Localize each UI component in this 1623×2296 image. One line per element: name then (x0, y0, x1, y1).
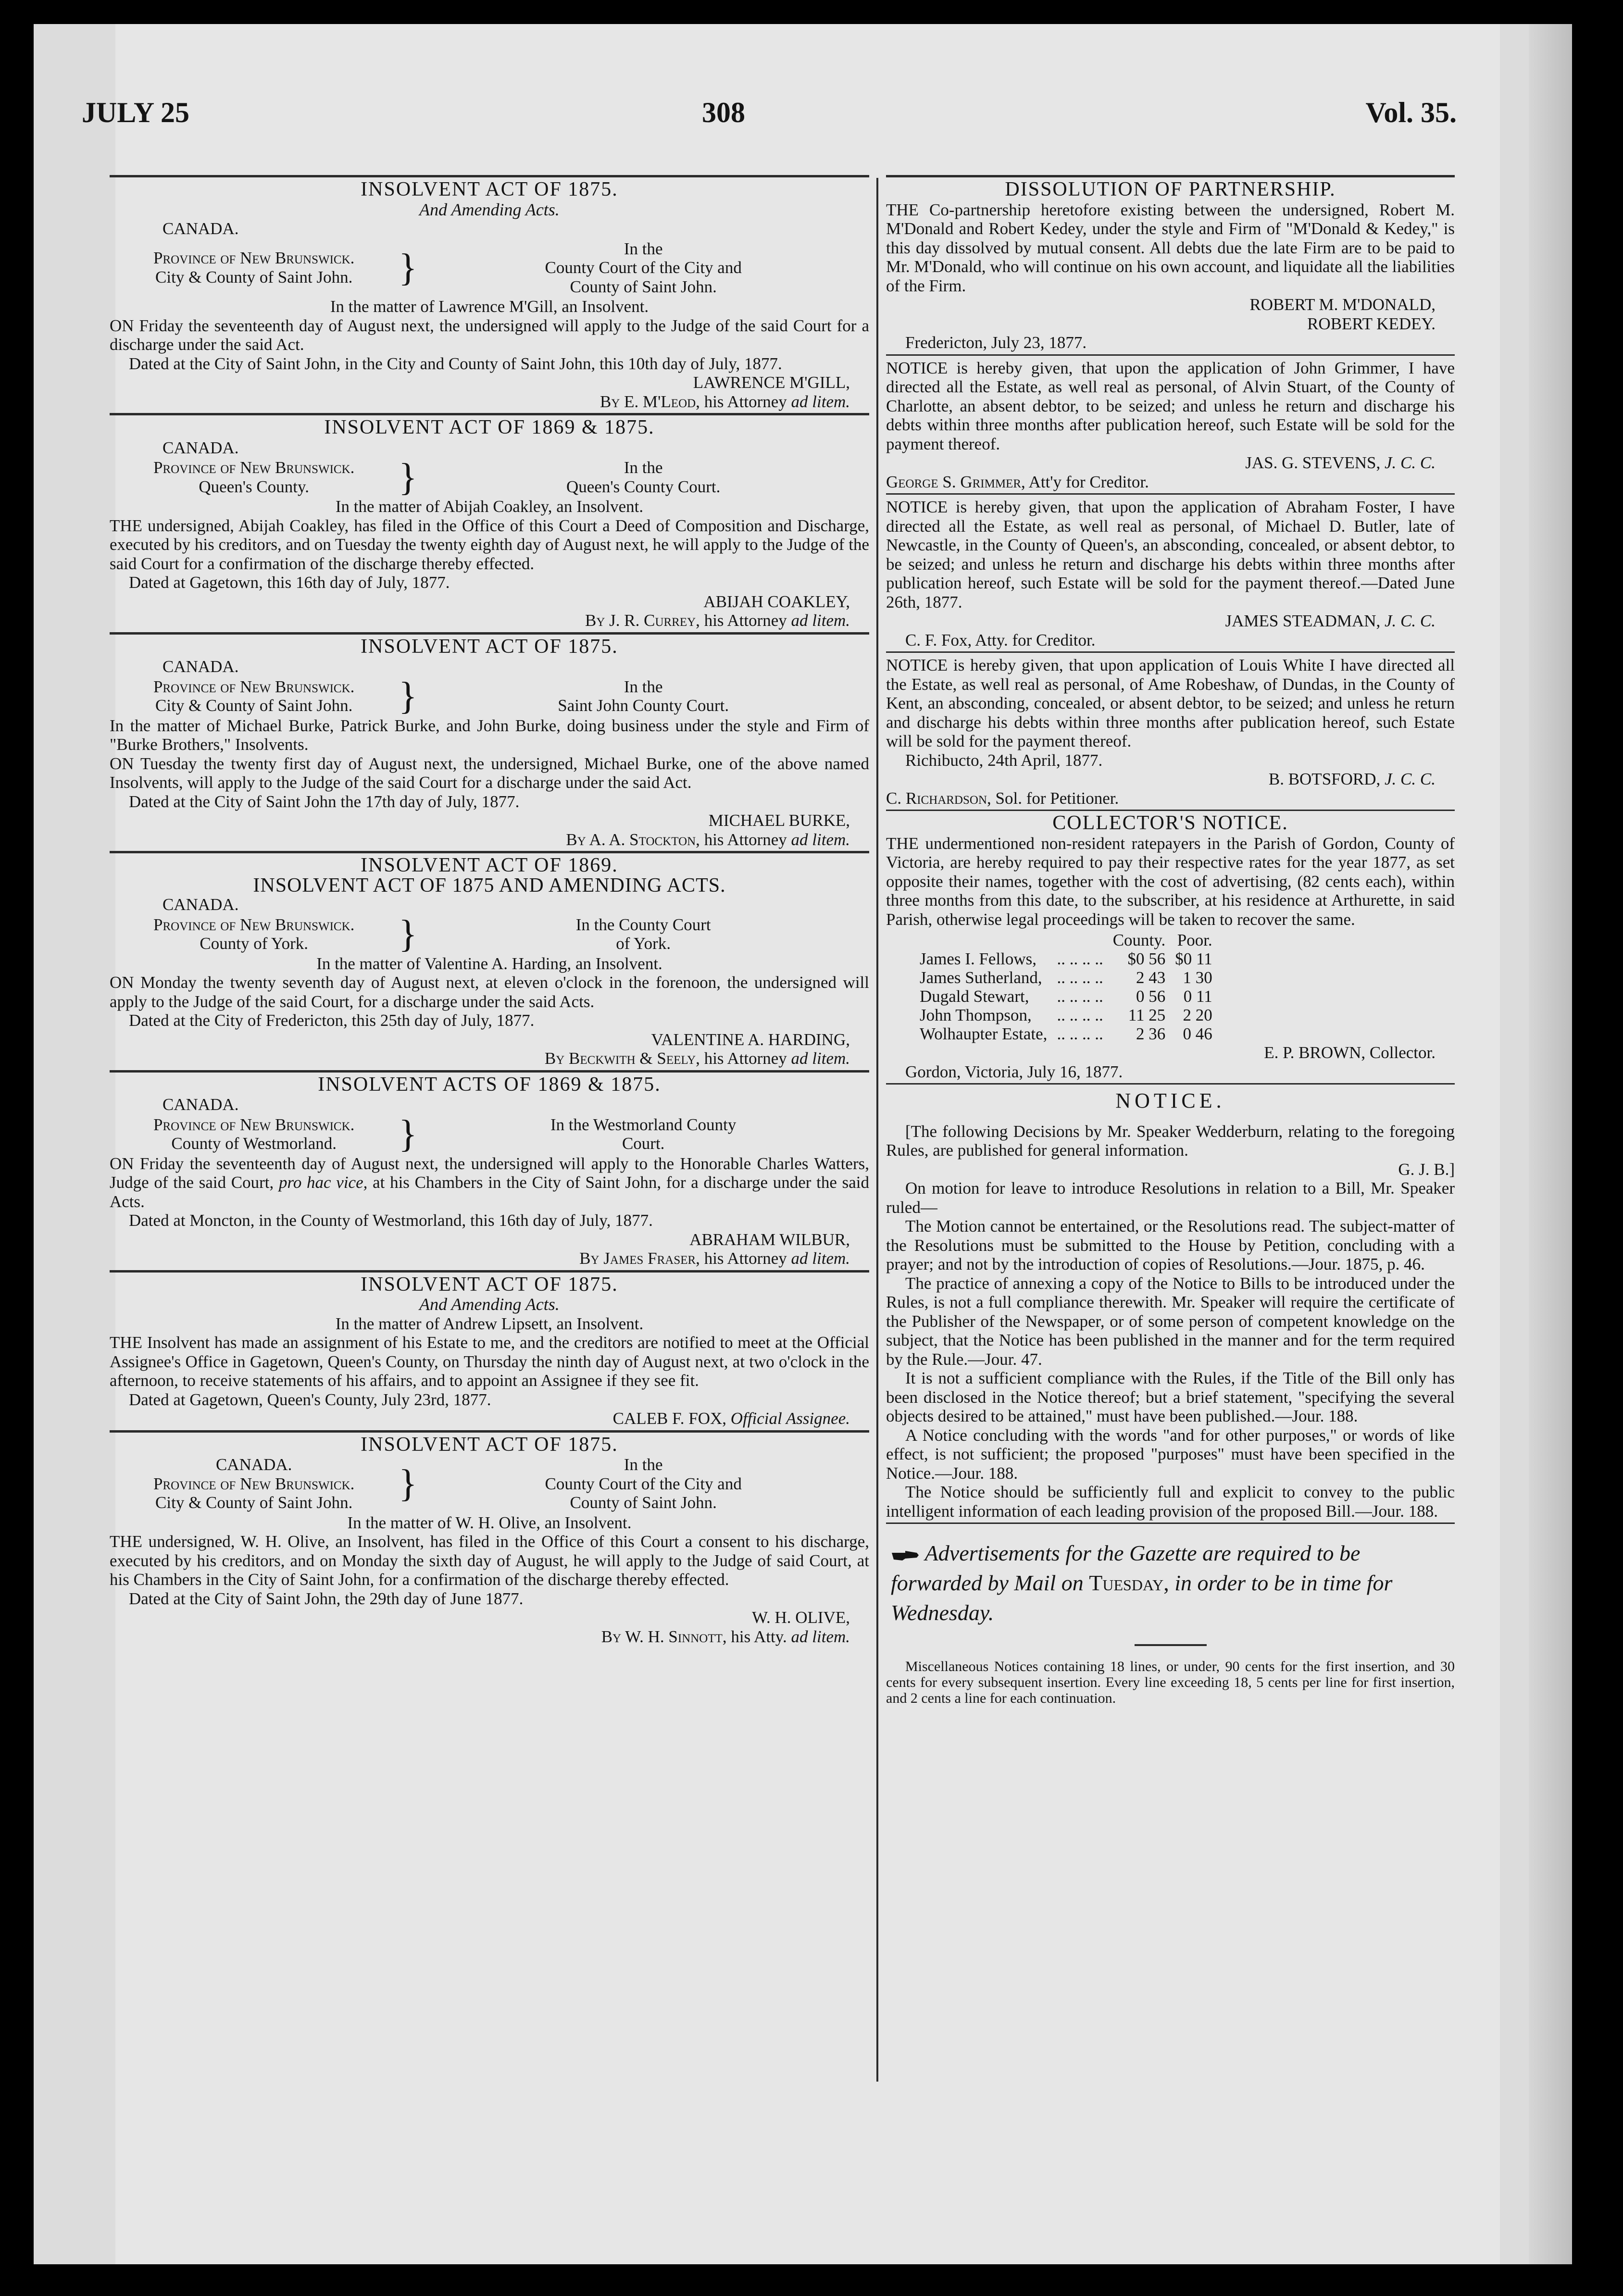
signer-title: J. C. C. (1385, 611, 1436, 630)
rates-notice: Miscellaneous Notices containing 18 lines, or under, 90 cents for the first insertion, and 30 cents for every subsequent insertion. Every line exceeding 18, 5 cents per line for first insertion, and 2 cents a line for each continuation. (886, 1659, 1455, 1706)
attorney-role: his Atty. (731, 1627, 787, 1646)
brace-icon: } (399, 1113, 417, 1155)
notice-olive (110, 1430, 869, 1647)
notice-body: THE undersigned, Abijah Coakley, has filed in the Office of this Court a Deed of Composition and Discharge, executed by his creditors, and on Tuesday the twenty eighth day of August next, he will apply to the Judge of the said Court for a confirmation of the discharge thereby effected. (110, 516, 869, 573)
brace-icon: } (399, 246, 417, 289)
brace-icon: } (399, 1462, 417, 1505)
notice-title: INSOLVENT ACT OF 1869 & 1875. (324, 416, 655, 438)
notice-body: THE Insolvent has made an assignment of his Estate to me, and the creditors are notified to meet at the Official Assignee's Office in Gagetown, Queen's County, on Thursday the ninth day of August next, at two o'clock in the afternoon, to receive statements of his affairs, and to appoint an Assignee if they see fit. (110, 1333, 869, 1390)
signer-title: J. C. C. (1385, 453, 1436, 472)
leader-dots: .. .. .. .. (1057, 968, 1103, 987)
caption-county: City & County of Saint John. (155, 696, 353, 715)
ad-litem: ad litem. (791, 1627, 850, 1646)
notice-title: INSOLVENT ACT OF 1875. (361, 1433, 618, 1456)
body-text: ON Friday the seventeenth day of August next, the undersigned will apply to the Honorable Charles Watters, Judge of the said Court, (110, 1154, 869, 1192)
caption-court-2: County Court of the City and (545, 258, 742, 277)
notice-intro: [The following Decisions by Mr. Speaker Wedderburn, relating to the foregoing Rules, are published for general information. (886, 1122, 1455, 1160)
divider (886, 810, 1455, 811)
page-number: 308 (702, 97, 745, 128)
divider (886, 1522, 1455, 1524)
jurisdiction: CANADA. (162, 895, 239, 914)
brace-icon: } (399, 675, 417, 717)
divider (110, 1070, 869, 1073)
table-row (915, 968, 1217, 987)
page-edge (1529, 24, 1572, 2264)
jurisdiction: CANADA. (162, 438, 239, 457)
divider (110, 175, 869, 177)
attorney-role: his Attorney (704, 1249, 787, 1268)
case-caption (110, 1115, 869, 1153)
ratepayer-name: James Sutherland, (920, 968, 1042, 987)
case-caption (110, 915, 869, 953)
notice-title: INSOLVENT ACT OF 1875. (361, 635, 618, 658)
brace-icon: } (399, 913, 417, 955)
body-latin: pro hac vice, (279, 1173, 368, 1192)
attorney-line (110, 1249, 869, 1268)
volume-number: Vol. 35. (1365, 97, 1457, 128)
divider (886, 175, 1455, 177)
jurisdiction: CANADA. (215, 1455, 292, 1474)
caption-court-1: In the (624, 239, 663, 258)
divider (110, 1270, 869, 1273)
column-divider (876, 178, 878, 2082)
signature: ABRAHAM WILBUR, (689, 1230, 850, 1249)
matter-line: In the matter of Michael Burke, Patrick Burke, and John Burke, doing business under the style and Firm of "Burke Brothers," Insolvents. (110, 716, 869, 754)
divider (886, 493, 1455, 495)
ratepayer-table (915, 931, 1217, 1043)
dated-line: Dated at the City of Saint John the 17th day of July, 1877. (129, 792, 520, 811)
dated-line: Dated at the City of Saint John, in the City and County of Saint John, this 10th day of July, 1877. (129, 354, 782, 373)
attorney-line (110, 1049, 869, 1068)
caption-court-3: County of Saint John. (570, 1493, 717, 1512)
county-rate: $0 56 (1127, 949, 1166, 968)
notice-body: ON Monday the twenty seventh day of August next, at eleven o'clock in the forenoon, the undersigned will apply to the Judge of the said Court, for a discharge under the said Acts. (110, 973, 869, 1011)
matter-line: In the matter of Lawrence M'Gill, an Insolvent. (330, 297, 649, 316)
notice-body: THE Co-partnership heretofore existing between the undersigned, Robert M. M'Donald and Robert Kedey, under the style and Firm of "M'Donald & Kedey," is this day dissolved by mutual consent. All debts due the late Firm are to be paid to Mr. M'Donald, who will continue on his own account, and liquidate all the liabilities of the Firm. (886, 200, 1455, 295)
county-rate: 0 56 (1136, 987, 1166, 1006)
divider (110, 1430, 869, 1433)
ad-litem: ad litem. (791, 1249, 850, 1268)
caption-court-1: In the Westmorland County (550, 1115, 737, 1134)
dated-line: Dated at Moncton, in the County of Westmorland, this 16th day of July, 1877. (129, 1211, 653, 1230)
matter-line: In the matter of W. H. Olive, an Insolvent. (347, 1513, 632, 1532)
signature: CALEB F. FOX, (612, 1409, 727, 1428)
attorney-role: his Attorney (704, 830, 787, 849)
signature: LAWRENCE M'GILL, (693, 373, 850, 392)
matter-line: In the matter of Abijah Coakley, an Insolvent. (335, 497, 644, 516)
advertisement-notice (891, 1538, 1455, 1628)
dated-line: Fredericton, July 23, 1877. (905, 333, 1087, 352)
attorney-name: By E. M'Leod, (599, 392, 700, 411)
case-caption (110, 239, 869, 297)
case-caption (110, 1455, 869, 1512)
attorney-line (110, 1627, 869, 1647)
leader-dots: .. .. .. .. (1057, 1024, 1103, 1043)
poor-rate: 0 11 (1183, 987, 1212, 1006)
divider (886, 354, 1455, 356)
caption-court-2: of York. (616, 934, 671, 953)
ad-litem: ad litem. (791, 611, 850, 630)
notice-body: THE undermentioned non-resident ratepayers in the Parish of Gordon, County of Victoria, are hereby required to pay their respective rates for the year 1877, as set opposite their names, together with the cost of advertising, (82 cents each), within three months from this date, to the subscriber, at his residence at Arthurette, in said Parish, otherwise legal proceedings will be taken to recover the same. (886, 834, 1455, 929)
notice-collector (886, 810, 1455, 1081)
signature-1: ROBERT M. M'DONALD, (1249, 295, 1436, 314)
notice-coakley (110, 413, 869, 630)
attorney-name: By Beckwith & Seely, (544, 1049, 700, 1068)
decision-paragraph: A Notice concluding with the words "and for other purposes," or words of like effect, is not sufficient; the proposed "purposes" must have been specified in the Notice.—Jour. 188. (886, 1425, 1455, 1483)
caption-court-2: Queen's County Court. (566, 477, 721, 496)
notice-foster (886, 493, 1455, 649)
solicitor-line (886, 789, 1455, 808)
notice-burke (110, 632, 869, 849)
dated-line: Dated at Gagetown, Queen's County, July 23rd, 1877. (129, 1390, 491, 1409)
attorney-role: his Attorney (704, 1049, 787, 1068)
notice-dissolution (886, 175, 1455, 352)
signature: VALENTINE A. HARDING, (651, 1030, 850, 1049)
decision-paragraph: The practice of annexing a copy of the Notice to Bills to be introduced under the Rules, is not a full compliance therewith. Mr. Speaker will require the certificate of the Publisher of the Newspaper, or of some person of competent knowledge on the subject, that the Notice has been published in the manner and for the term required by the Rule.—Jour. 47. (886, 1273, 1455, 1369)
dated-line: Dated at the City of Fredericton, this 25th day of July, 1877. (129, 1011, 535, 1030)
caption-court-2: Saint John County Court. (558, 696, 729, 715)
dated-line: Gordon, Victoria, July 16, 1877. (905, 1062, 1123, 1081)
caption-county: Queen's County. (199, 477, 309, 496)
notice-wilbur (110, 1070, 869, 1268)
poor-rate: $0 11 (1175, 949, 1212, 968)
caption-county: County of Westmorland. (171, 1134, 337, 1153)
notice-body (110, 1154, 869, 1211)
ad-litem: ad litem. (791, 392, 850, 411)
caption-province: Province of New Brunswick. (153, 1115, 355, 1134)
signature: B. BOTSFORD, (1268, 770, 1381, 788)
jurisdiction: CANADA. (162, 219, 239, 238)
caption-province: Province of New Brunswick. (153, 1474, 355, 1493)
notice-body: NOTICE is hereby given, that upon application of Louis White I have directed all the Estate, as well real as personal, of Ame Robeshaw, of Dundas, in the County of Kent, an absconding, concealed, or absent debtor, to be seized; and unless he return and discharge his debts within three months after publication hereof, such Estate will be sold for the payment thereof. (886, 656, 1455, 750)
ad-litem: ad litem. (791, 830, 850, 849)
caption-court-2: Court. (622, 1134, 665, 1153)
ratepayer-name: James I. Fellows, (920, 949, 1037, 968)
notice-speaker-decisions (886, 1083, 1455, 1521)
ad-litem: ad litem. (791, 1049, 850, 1068)
signature-line (886, 453, 1455, 473)
case-caption (110, 456, 869, 499)
leader-dots: .. .. .. .. (1057, 1006, 1103, 1024)
attorney-line (886, 473, 1455, 492)
caption-court-3: County of Saint John. (570, 277, 717, 296)
notice-initials: G. J. B.] (1398, 1160, 1455, 1179)
column-poor: Poor. (1177, 931, 1212, 949)
caption-court-1: In the (624, 677, 663, 696)
ratepayer-name: John Thompson, (920, 1006, 1032, 1024)
notice-body: THE undersigned, W. H. Olive, an Insolvent, has filed in the Office of this Court a consent to his discharge, executed by his creditors, and on Monday the sixth day of August, he will apply to the Judge of said Court, at his Chambers in the City of Saint John, for a confirmation of the discharge thereby effected. (110, 1532, 869, 1589)
notice-title-2: INSOLVENT ACT OF 1875 AND AMENDING ACTS. (253, 874, 726, 897)
notice-title: NOTICE. (1115, 1089, 1225, 1112)
attorney-name: By A. A. Stockton, (566, 830, 700, 849)
dated-line: Richibucto, 24th April, 1877. (905, 750, 1103, 770)
notice-grimmer (886, 354, 1455, 492)
attorney-line (110, 611, 869, 630)
notice-body: NOTICE is hereby given, that upon the application of John Grimmer, I have directed all the Estate, as well real as personal, of Alvin Stuart, of the County of Charlotte, an absent debtor, to be seized; and unless he return and discharge his debts within three months after publication hereof, such Estate will be sold for the payment thereof. (886, 358, 1455, 453)
ad-text: Advertisements for the Gazette are required to be forwarded by Mail on (891, 1541, 1361, 1595)
signature: JAS. G. STEVENS, (1245, 453, 1381, 472)
attorney-role: his Attorney (704, 392, 787, 411)
attorney-name: By James Fraser, (579, 1249, 700, 1268)
attorney-role: his Attorney (704, 611, 787, 630)
divider (886, 651, 1455, 653)
signature: JAMES STEADMAN, (1225, 611, 1381, 630)
pointing-hand-icon (891, 1548, 920, 1562)
divider (110, 851, 869, 853)
attorney-name: By W. H. Sinnott, (601, 1627, 727, 1646)
county-rate: 2 36 (1136, 1024, 1166, 1043)
notice-mgill (110, 175, 869, 411)
notice-body: NOTICE is hereby given, that upon the application of Abraham Foster, I have directed all the Estate, as well real as personal, of Michael D. Butler, late of Newcastle, in the County of Queen's, an absconding, concealed, or absent debtor, to be seized; and unless he return and discharge his debts within three months after publication hereof, such Estate will be sold for the payment thereof.—Dated June 26th, 1877. (886, 498, 1455, 611)
notice-lipsett (110, 1270, 869, 1428)
notice-title: INSOLVENT ACTS OF 1869 & 1875. (318, 1073, 661, 1096)
notice-white (886, 651, 1455, 808)
jurisdiction: CANADA. (162, 657, 239, 676)
poor-rate: 2 20 (1183, 1006, 1212, 1024)
caption-county: County of York. (200, 934, 308, 953)
table-row (915, 1024, 1217, 1043)
county-rate: 2 43 (1136, 968, 1166, 987)
ad-tuesday: Tuesday, (1089, 1571, 1169, 1595)
caption-court-1: In the (624, 458, 663, 477)
caption-court-1: In the County Court (575, 915, 711, 934)
notice-title: INSOLVENT ACT OF 1869. (361, 854, 618, 876)
signature: E. P. BROWN, Collector. (1264, 1043, 1436, 1062)
attorney-role: Att'y for Creditor. (1028, 472, 1149, 491)
ratepayer-name: Wolhaupter Estate, (920, 1024, 1048, 1043)
attorney-line (110, 830, 869, 849)
ratepayer-name: Dugald Stewart, (920, 987, 1029, 1006)
table-row (915, 987, 1217, 1006)
short-divider (1135, 1644, 1207, 1646)
signature: ABIJAH COAKLEY, (703, 592, 850, 611)
decision-paragraph: The Notice should be sufficiently full and explicit to convey to the public intelligent information of each leading provision of the proposed Bill.—Jour. 188. (886, 1483, 1455, 1521)
dated-line: Dated at the City of Saint John, the 29th day of June 1877. (129, 1589, 524, 1608)
leader-dots: .. .. .. .. (1057, 987, 1103, 1006)
signature-line (886, 770, 1455, 789)
signature: MICHAEL BURKE, (708, 811, 850, 830)
signer-role: Official Assignee. (730, 1409, 850, 1428)
caption-province: Province of New Brunswick. (153, 458, 355, 477)
caption-province: Province of New Brunswick. (153, 249, 355, 268)
matter-line: In the matter of Valentine A. Harding, an Insolvent. (316, 954, 662, 973)
notice-title: DISSOLUTION OF PARTNERSHIP. (1005, 178, 1336, 200)
signature: W. H. OLIVE, (752, 1608, 850, 1627)
poor-rate: 0 46 (1183, 1024, 1212, 1043)
divider (110, 632, 869, 635)
county-rate: 11 25 (1128, 1006, 1166, 1024)
attorney-line (110, 392, 869, 412)
matter-line: In the matter of Andrew Lipsett, an Insolvent. (335, 1314, 644, 1333)
divider (886, 1083, 1455, 1085)
page-header (82, 96, 1466, 154)
caption-county: City & County of Saint John. (155, 1493, 353, 1512)
notice-title: INSOLVENT ACT OF 1875. (361, 178, 618, 200)
signer-title: J. C. C. (1385, 770, 1436, 788)
dated-line: Dated at Gagetown, this 16th day of July, 1877. (129, 573, 450, 592)
solicitor-role: Sol. for Petitioner. (995, 788, 1119, 808)
jurisdiction: CANADA. (162, 1095, 239, 1114)
poor-rate: 1 30 (1183, 968, 1212, 987)
table-header (915, 931, 1217, 949)
signature-2: ROBERT KEDEY. (1307, 314, 1436, 333)
column-county: County. (1112, 931, 1166, 949)
ad-text-2: in order to be in time for Wednesday. (891, 1571, 1393, 1625)
decision-paragraph: On motion for leave to introduce Resolutions in relation to a Bill, Mr. Speaker ruled— (886, 1179, 1455, 1217)
caption-court-2: County Court of the City and (545, 1474, 742, 1493)
leader-dots: .. .. .. .. (1057, 949, 1103, 968)
attorney-line: C. F. Fox, Atty. for Creditor. (905, 630, 1096, 649)
case-caption (110, 677, 869, 715)
caption-county: City & County of Saint John. (155, 267, 353, 287)
decision-paragraph: It is not a sufficient compliance with the Rules, if the Title of the Bill only has been disclosed in the Notice thereof; but a brief statement, "specifying the several objects desired to be attained," must have been published.—Jour. 188. (886, 1369, 1455, 1425)
decision-paragraph: The Motion cannot be entertained, or the Resolutions read. The subject-matter of the Resolutions must be submitted to the House by Petition, concluding with a prayer; and not by the introduction of copies of Resolutions.—Jour. 1875, p. 46. (886, 1217, 1455, 1273)
attorney-name: George S. Grimmer, (886, 472, 1025, 491)
notice-harding (110, 851, 869, 1068)
signature-line (886, 611, 1455, 631)
table-row (915, 949, 1217, 968)
caption-province: Province of New Brunswick. (153, 915, 355, 934)
right-column (886, 173, 1455, 1706)
attorney-name: By J. R. Currey, (585, 611, 700, 630)
caption-province: Province of New Brunswick. (153, 677, 355, 696)
solicitor-name: C. Richardson, (886, 788, 991, 808)
notice-body: ON Tuesday the twenty first day of August next, the undersigned, Michael Burke, one of the above named Insolvents, will apply to the Judge of the said Court for a discharge under the said Act. (110, 754, 869, 792)
notice-subtitle: And Amending Acts. (419, 1295, 560, 1314)
table-row (915, 1006, 1217, 1024)
brace-icon: } (399, 456, 417, 499)
body-text-2: at his Chambers in the City of Saint John, for a discharge under the said Acts. (110, 1173, 869, 1211)
notice-title: COLLECTOR'S NOTICE. (1052, 812, 1288, 834)
caption-court-1: In the (624, 1455, 663, 1474)
notice-body: ON Friday the seventeenth day of August next, the undersigned will apply to the Judge of the said Court for a discharge under the said Act. (110, 316, 869, 354)
header-date: JULY 25 (82, 97, 189, 128)
divider (110, 413, 869, 415)
notice-title: INSOLVENT ACT OF 1875. (361, 1273, 618, 1296)
signature-line (110, 1409, 869, 1428)
notice-subtitle: And Amending Acts. (419, 200, 560, 219)
left-column (110, 173, 869, 1646)
